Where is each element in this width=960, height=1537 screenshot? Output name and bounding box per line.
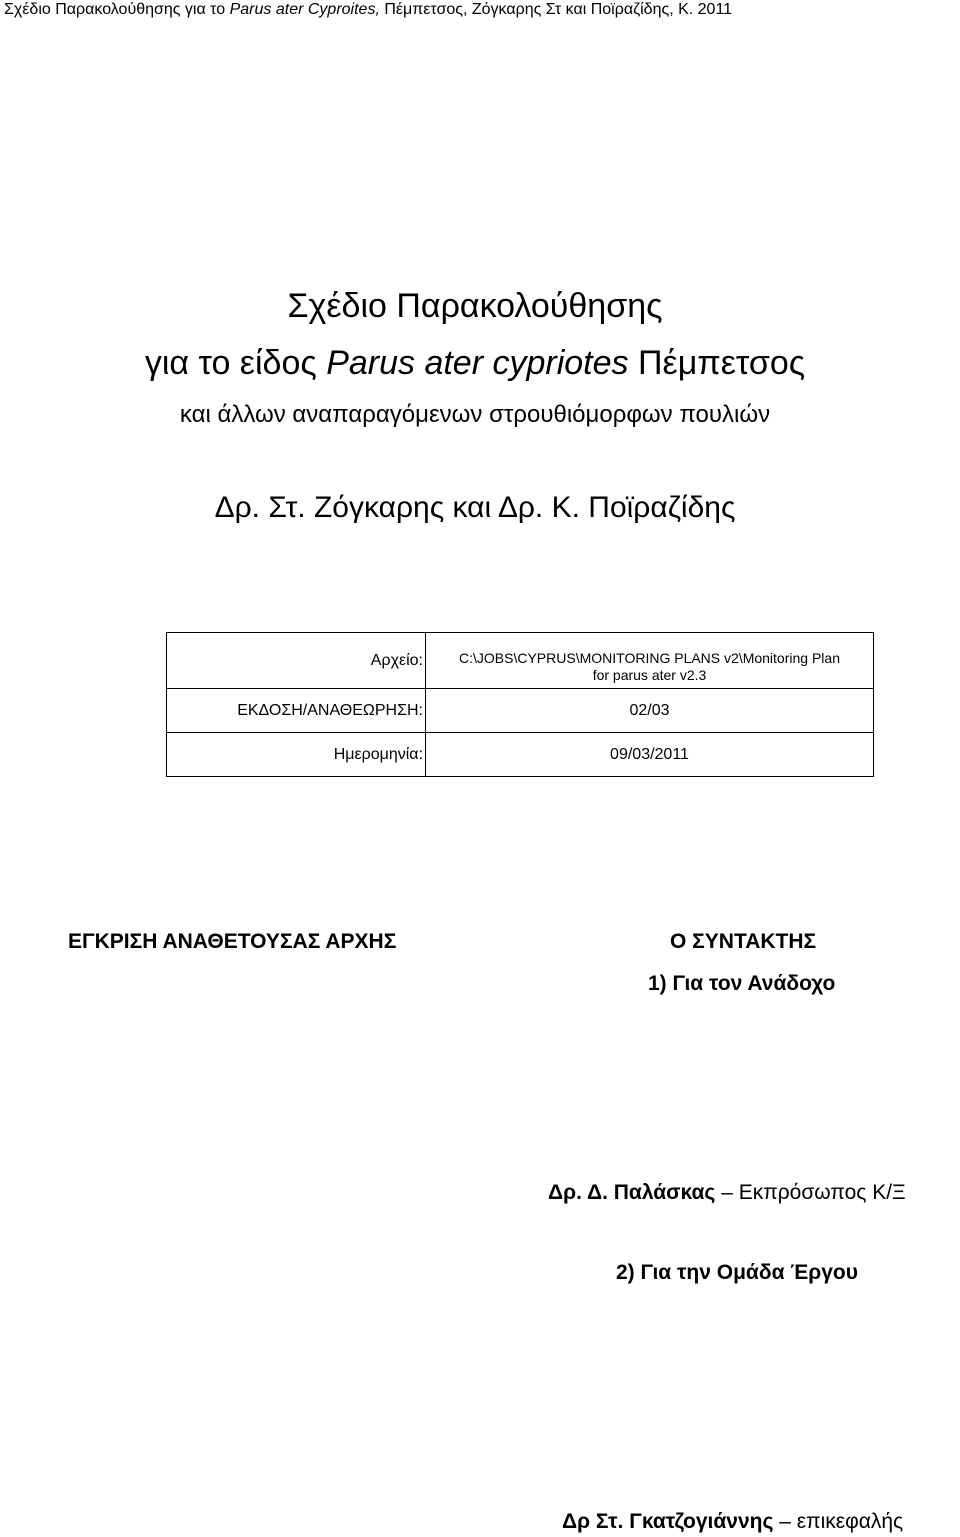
- header-species-italic: Parus ater Cyproites,: [229, 1, 380, 18]
- document-subtitle: και άλλων αναπαραγόμενων στρουθιόμορφων πουλιών: [179, 401, 771, 428]
- table-row-version: [167, 689, 874, 733]
- file-path-value: [426, 633, 874, 689]
- signer1-line: [548, 1179, 906, 1207]
- contractor-section-title: 1) Για τον Ανάδοχο: [648, 972, 836, 995]
- author-heading: Ο ΣΥΝΤΑΚΤΗΣ: [670, 930, 817, 953]
- file-path-line2: for parus ater v2.3: [592, 666, 707, 683]
- header-text-end: Πέμπετσος, Ζόγκαρης Στ και Ποϊραζίδης, Κ. 2011: [379, 1, 733, 18]
- page-running-header: [4, 0, 732, 20]
- version-value: 02/03: [426, 689, 874, 733]
- version-label: ΕΚΔΟΣΗ/ΑΝΑΘΕΩΡΗΣΗ:: [167, 689, 426, 733]
- signer2-line: [562, 1508, 903, 1536]
- title-species-italic: Parus ater cypriotes: [326, 344, 629, 382]
- signer1-role: – Εκπρόσωπος Κ/Ξ: [715, 1181, 906, 1204]
- header-text-start: Σχέδιο Παρακολούθησης για το: [4, 1, 230, 18]
- table-row-date: [167, 733, 874, 777]
- authors-line: Δρ. Στ. Ζόγκαρης και Δρ. Κ. Ποϊραζίδης: [214, 491, 736, 524]
- file-path-line1: C:\JOBS\CYPRUS\MONITORING PLANS v2\Monitoring Plan: [459, 649, 840, 666]
- approval-authority-heading: ΕΓΚΡΙΣΗ ΑΝΑΘΕΤΟΥΣΑΣ ΑΡΧΗΣ: [68, 930, 397, 953]
- date-value: 09/03/2011: [426, 733, 874, 777]
- title-prefix: για το είδος: [144, 344, 327, 382]
- project-team-section-title: 2) Για την Ομάδα Έργου: [616, 1261, 858, 1284]
- document-info-table: [166, 632, 874, 777]
- document-title-line2: [0, 341, 950, 385]
- signer2-role: – επικεφαλής: [773, 1510, 904, 1533]
- signer2-name: Δρ Στ. Γκατζογιάννης: [562, 1510, 774, 1533]
- title-suffix: Πέμπετσος: [628, 344, 806, 382]
- table-row-file: [167, 633, 874, 689]
- file-label: Αρχείο:: [167, 633, 426, 689]
- document-title-line1: Σχέδιο Παρακολούθησης: [287, 287, 663, 325]
- date-label: Ημερομηνία:: [167, 733, 426, 777]
- signer1-name: Δρ. Δ. Παλάσκας: [548, 1181, 716, 1204]
